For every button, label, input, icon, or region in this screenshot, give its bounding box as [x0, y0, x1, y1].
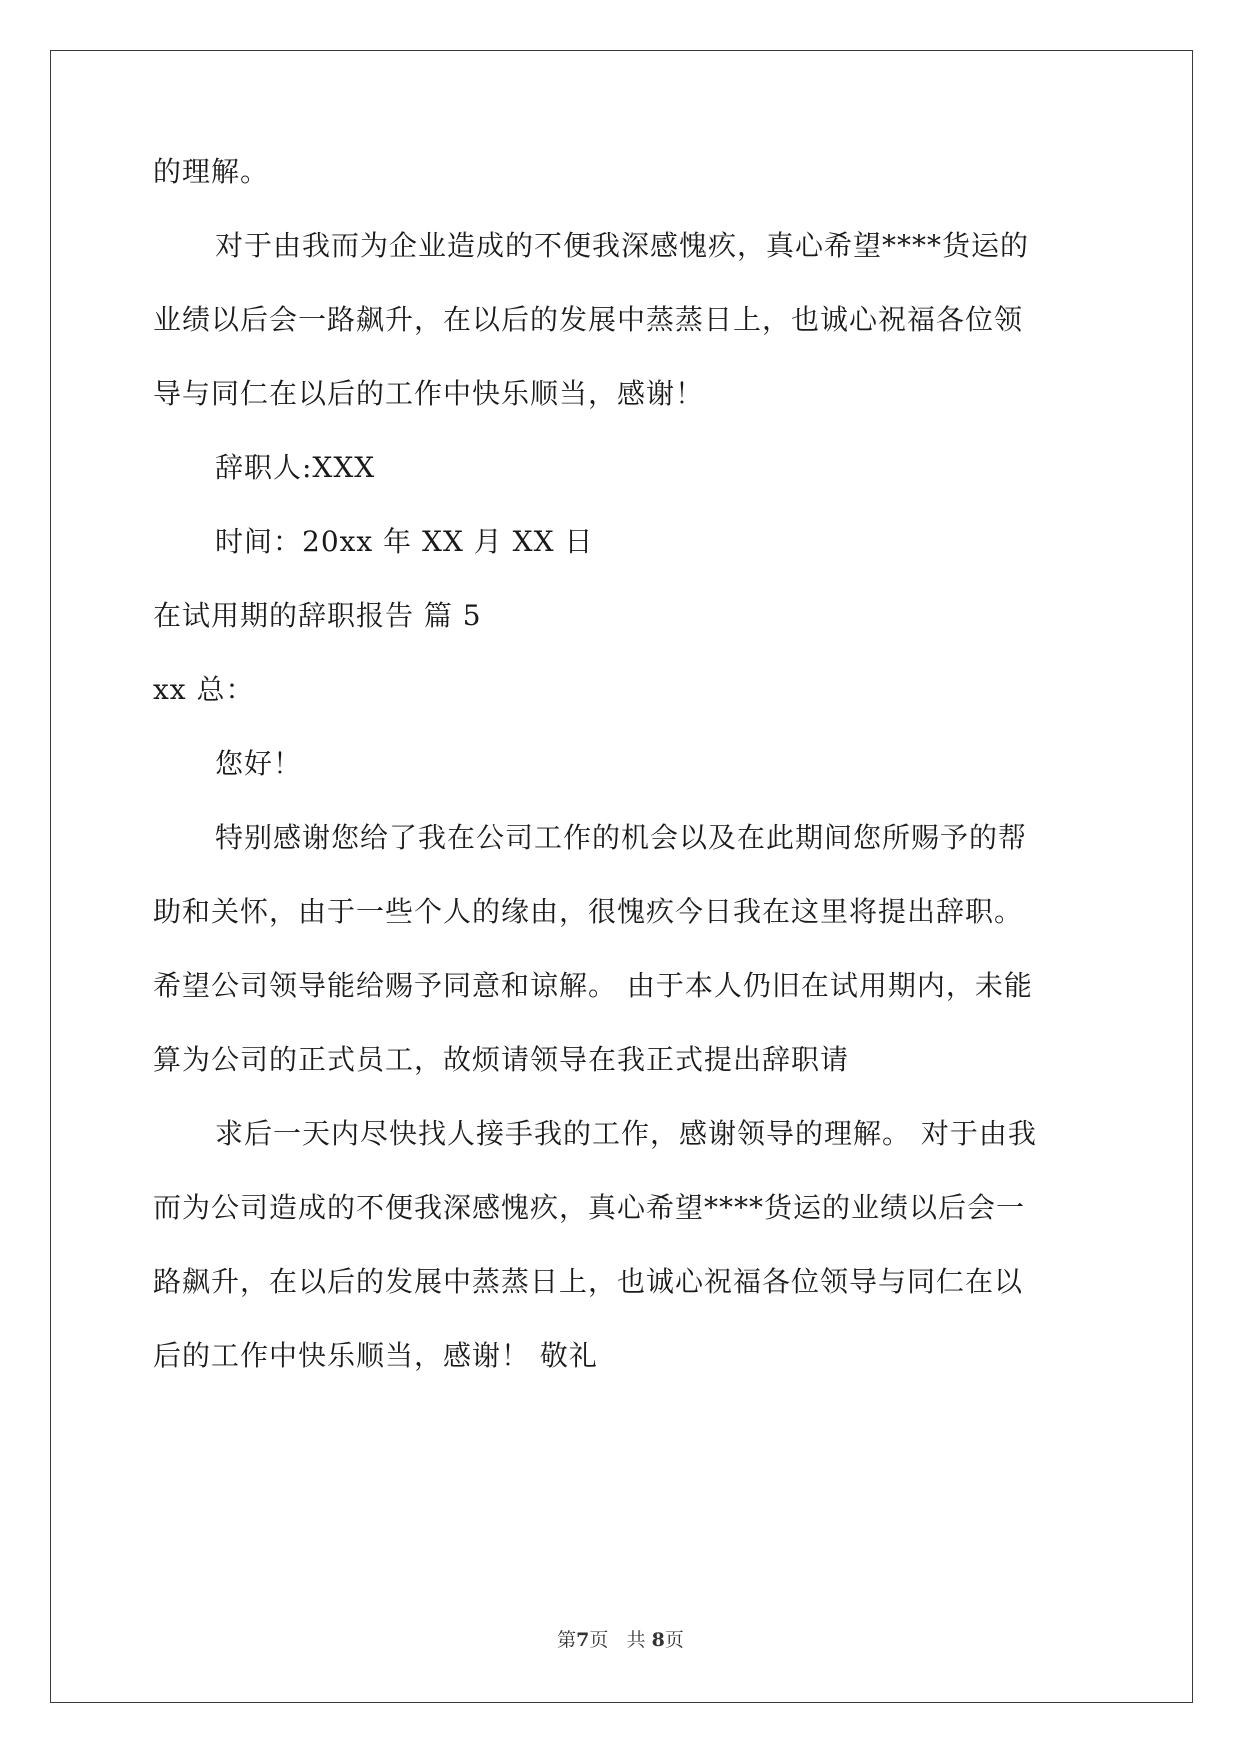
- text-line-4: 导与同仁在以后的工作中快乐顺当，感谢！: [153, 377, 705, 410]
- section-heading: 在试用期的辞职报告 篇 5: [153, 599, 482, 632]
- footer-total-prefix: 共: [626, 1629, 646, 1651]
- date-line: 时间：20xx 年 XX 月 XX 日: [215, 525, 594, 558]
- text-line-3: 业绩以后会一路飙升，在以后的发展中蒸蒸日上，也诚心祝福各位领: [153, 303, 1024, 336]
- greeting: 您好！: [215, 747, 303, 780]
- text-line-12: 希望公司领导能给赐予同意和谅解。 由于本人仍旧在试用期内，未能: [153, 969, 1033, 1002]
- text-line-10: 特别感谢您给了我在公司工作的机会以及在此期间您所赐予的帮: [215, 821, 1028, 854]
- footer-prefix: 第: [557, 1629, 577, 1651]
- text-line-13: 算为公司的正式员工，故烦请领导在我正式提出辞职请: [153, 1043, 850, 1076]
- signatory-line: 辞职人:XXX: [215, 451, 376, 484]
- text-line-14: 求后一天内尽快找人接手我的工作，感谢领导的理解。 对于由我: [215, 1117, 1037, 1150]
- text-line-15: 而为公司造成的不便我深感愧疚，真心希望****货运的业绩以后会一: [153, 1191, 1026, 1224]
- salutation: xx 总：: [153, 673, 255, 706]
- total-page-count: 8: [651, 1629, 665, 1651]
- page-border: [50, 50, 1193, 1703]
- text-line-17: 后的工作中快乐顺当，感谢！ 敬礼: [153, 1339, 598, 1372]
- text-line-2: 对于由我而为企业造成的不便我深感愧疚，真心希望****货运的: [215, 229, 1030, 262]
- footer-total-unit: 页: [664, 1629, 684, 1651]
- text-line-1: 的理解。: [153, 155, 270, 188]
- footer-page-unit: 页: [589, 1629, 609, 1651]
- text-line-16: 路飙升，在以后的发展中蒸蒸日上，也诚心祝福各位领导与同仁在以: [153, 1265, 1024, 1298]
- current-page-number: 7: [576, 1629, 590, 1651]
- text-line-11: 助和关怀，由于一些个人的缘由，很愧疚今日我在这里将提出辞职。: [153, 895, 1024, 928]
- page-footer: [0, 1628, 1241, 1652]
